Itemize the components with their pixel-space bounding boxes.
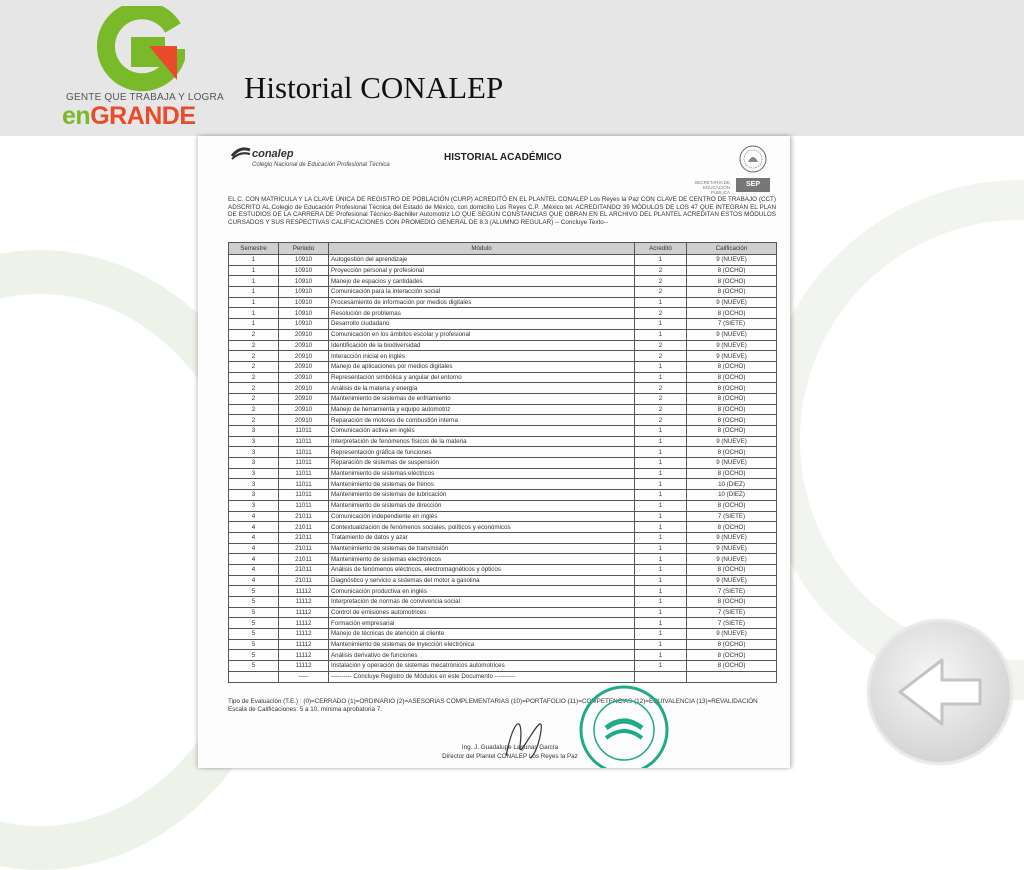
- cell-periodo: 10910: [279, 276, 329, 287]
- cell-acredito: 1: [635, 554, 687, 565]
- cell-modulo: Comunicación para la interacción social: [329, 287, 635, 298]
- table-row: [229, 511, 777, 522]
- cell-semestre: 5: [229, 661, 279, 672]
- cell-semestre: 2: [229, 415, 279, 426]
- cell-acredito: 1: [635, 329, 687, 340]
- cell-modulo: Autogestión del aprendizaje: [329, 255, 635, 266]
- table-row: [229, 340, 777, 351]
- document-title: HISTORIAL ACADÉMICO: [444, 152, 562, 163]
- cell-semestre: 1: [229, 297, 279, 308]
- cell-acredito: 1: [635, 436, 687, 447]
- table-header-row: [229, 243, 777, 255]
- column-header: Acreditó: [635, 243, 687, 255]
- cell-modulo: Análisis de la materia y energía: [329, 383, 635, 394]
- cell-calificacion: 9 (NUEVE): [687, 297, 777, 308]
- cell-periodo: 21011: [279, 575, 329, 586]
- cell-semestre: 3: [229, 426, 279, 437]
- cell-semestre: 3: [229, 436, 279, 447]
- cell-calificacion: 9 (NUEVE): [687, 554, 777, 565]
- cell-periodo: 11112: [279, 650, 329, 661]
- cell-acredito: 1: [635, 297, 687, 308]
- cell-periodo: 11011: [279, 436, 329, 447]
- cell-acredito: 1: [635, 426, 687, 437]
- cell-acredito: 1: [635, 372, 687, 383]
- org-subtitle: Colegio Nacional de Educación Profesional Técnica: [252, 162, 390, 168]
- cell-calificacion: 7 (SIETE): [687, 511, 777, 522]
- cell-modulo: Tratamiento de datos y azar: [329, 532, 635, 543]
- cell-periodo: 20910: [279, 361, 329, 372]
- cell-calificacion: 10 (DIEZ): [687, 479, 777, 490]
- column-header: Calificación: [687, 243, 777, 255]
- sep-caption: SECRETARÍA DE EDUCACIÓN PÚBLICA: [694, 180, 730, 195]
- cell-modulo: Comunicación independiente en inglés: [329, 511, 635, 522]
- table-row: [229, 426, 777, 437]
- table-row: [229, 436, 777, 447]
- cell-calificacion: 8 (OCHO): [687, 361, 777, 372]
- cell-acredito: 2: [635, 265, 687, 276]
- cell-acredito: 1: [635, 479, 687, 490]
- cell-periodo: 20910: [279, 393, 329, 404]
- cell-acredito: 1: [635, 607, 687, 618]
- cell-semestre: 2: [229, 361, 279, 372]
- cell-modulo: Análisis derivativo de funciones: [329, 650, 635, 661]
- table-row: [229, 597, 777, 608]
- cell-periodo: 20910: [279, 383, 329, 394]
- cell-calificacion: 8 (OCHO): [687, 639, 777, 650]
- logo-word-grande: GRANDE: [90, 102, 196, 130]
- cell-semestre: 5: [229, 597, 279, 608]
- cell-semestre: 5: [229, 629, 279, 640]
- cell-calificacion: 8 (OCHO): [687, 468, 777, 479]
- intro-paragraph: EL C. CON MATRICULA Y LA CLAVE ÚNICA DE REGISTRO DE POBLACIÓN (CURP) ACREDITÓ EN EL PLANTEL CONALEP Los Reyes la Paz CON CLAVE DE CENTRO DE TRABAJO (CCT) ADSCRITO AL Colegio de Educación Profesional Técnica del Estado de México, con domicilio Los Reyes C.P. ,México tel. ACREDITANDO 39 MÓDULOS DE LOS 47 QUE INTEGRAN EL PLAN DE ESTUDIOS DE LA CARRERA DE Profesional Técnico-Bachiller Automotriz LO QUE SEGÚN CONSTANCIAS QUE OBRAN EN EL ARCHIVO DEL PLANTEL ACREDITAN ESTOS MÓDULOS CURSADOS Y SUS RESPECTIVAS CALIFICACIONES CON PROMEDIO GENERAL DE 8.3 (ALUMNO REGULAR) -- Concluye Texto--: [228, 196, 776, 226]
- cell-periodo: 11112: [279, 586, 329, 597]
- table-row: [229, 661, 777, 672]
- cell-periodo: 20910: [279, 372, 329, 383]
- cell-acredito: 1: [635, 255, 687, 266]
- table-row: [229, 607, 777, 618]
- table-row: [229, 618, 777, 629]
- cell-periodo: 11112: [279, 661, 329, 672]
- table-row: [229, 447, 777, 458]
- cell-periodo: 10910: [279, 265, 329, 276]
- cell-periodo: 11011: [279, 479, 329, 490]
- cell-calificacion: 7 (SIETE): [687, 319, 777, 330]
- cell-acredito: 2: [635, 287, 687, 298]
- cell-modulo: Interpretación de fenómenos físicos de la materia: [329, 436, 635, 447]
- cell-acredito: 1: [635, 532, 687, 543]
- table-row: [229, 287, 777, 298]
- cell-modulo: Mantenimiento de sistemas de transmisión: [329, 543, 635, 554]
- cell-periodo: 21011: [279, 532, 329, 543]
- cell-modulo: Reparación de motores de combustión interna: [329, 415, 635, 426]
- cell-acredito: 2: [635, 276, 687, 287]
- cell-periodo: 11011: [279, 447, 329, 458]
- cell-modulo: Comunicación productiva en inglés: [329, 586, 635, 597]
- cell-semestre: 1: [229, 308, 279, 319]
- cell-acredito: 1: [635, 458, 687, 469]
- table-row: [229, 543, 777, 554]
- cell-acredito: 2: [635, 415, 687, 426]
- logo-word-en: en: [62, 102, 91, 130]
- cell-acredito: 1: [635, 361, 687, 372]
- cell-semestre: 1: [229, 287, 279, 298]
- cell-acredito: 1: [635, 618, 687, 629]
- cell-semestre: 1: [229, 319, 279, 330]
- cell-calificacion: 8 (OCHO): [687, 265, 777, 276]
- cell-semestre: 2: [229, 383, 279, 394]
- cell-periodo: 11112: [279, 639, 329, 650]
- cell-modulo: Formación empresarial: [329, 618, 635, 629]
- cell-semestre: 1: [229, 276, 279, 287]
- cell-calificacion: 9 (NUEVE): [687, 351, 777, 362]
- signatory-name: Ing. J. Guadalupe Lagunas García: [461, 744, 559, 751]
- cell-periodo: 10910: [279, 308, 329, 319]
- cell-calificacion: 9 (NUEVE): [687, 340, 777, 351]
- cell-periodo: 20910: [279, 415, 329, 426]
- table-row: [229, 404, 777, 415]
- cell-acredito: 2: [635, 404, 687, 415]
- cell-periodo: 11112: [279, 629, 329, 640]
- cell-acredito: 1: [635, 447, 687, 458]
- table-row: [229, 308, 777, 319]
- back-button[interactable]: [870, 622, 1010, 762]
- cell-calificacion: 8 (OCHO): [687, 564, 777, 575]
- cell-semestre: 3: [229, 447, 279, 458]
- cell-semestre: 3: [229, 468, 279, 479]
- cell-periodo: 20910: [279, 351, 329, 362]
- cell-semestre: 5: [229, 607, 279, 618]
- table-row: [229, 458, 777, 469]
- cell-modulo: Control de emisiones automotrices: [329, 607, 635, 618]
- cell-periodo: 11112: [279, 618, 329, 629]
- cell-semestre: 3: [229, 479, 279, 490]
- cell-semestre: 5: [229, 618, 279, 629]
- cell-periodo: 11011: [279, 458, 329, 469]
- cell-modulo: Resolución de problemas: [329, 308, 635, 319]
- table-row: [229, 650, 777, 661]
- cell-acredito: 1: [635, 661, 687, 672]
- cell-acredito: 1: [635, 650, 687, 661]
- cell-periodo: 20910: [279, 329, 329, 340]
- cell-calificacion: 7 (SIETE): [687, 586, 777, 597]
- slide-title: Historial CONALEP: [244, 70, 504, 105]
- cell-semestre: 5: [229, 586, 279, 597]
- cell-calificacion: 7 (SIETE): [687, 618, 777, 629]
- table-row: [229, 351, 777, 362]
- table-row: [229, 522, 777, 533]
- cell-acredito: 1: [635, 543, 687, 554]
- table-row: [229, 393, 777, 404]
- cell-acredito: [635, 671, 687, 682]
- cell-periodo: 11011: [279, 500, 329, 511]
- cell-modulo: Interpretación de normas de convivencia social: [329, 597, 635, 608]
- cell-periodo: 21011: [279, 564, 329, 575]
- cell-calificacion: 8 (OCHO): [687, 661, 777, 672]
- cell-modulo: Mantenimiento de sistemas de lubricación: [329, 490, 635, 501]
- cell-periodo: -----: [279, 671, 329, 682]
- cell-semestre: 4: [229, 522, 279, 533]
- table-row: [229, 586, 777, 597]
- cell-modulo: Mantenimiento de sistemas de inyección electrónica: [329, 639, 635, 650]
- cell-modulo: Procesamiento de información por medios digitales: [329, 297, 635, 308]
- cell-periodo: 20910: [279, 340, 329, 351]
- cell-semestre: 2: [229, 329, 279, 340]
- cell-acredito: 1: [635, 468, 687, 479]
- evaluation-legend: Tipo de Evaluación (T.E.) : (0)=CERRADO (1)=ORDINARIO (2)=ASESORIAS COMPLEMENTARIAS (10)=PORTAFOLIO (11)=COMPETENCIAS (12)=EQUIVALENCIA (13)=REVALIDACIÓN Escala de Calificaciones: 5 a 10, mínima aprobatoria 7.: [228, 698, 758, 713]
- cell-modulo: Manejo de aplicaciones por medios digitales: [329, 361, 635, 372]
- cell-modulo: Comunicación en los ámbitos escolar y profesional: [329, 329, 635, 340]
- cell-calificacion: 8 (OCHO): [687, 500, 777, 511]
- table-row: [229, 255, 777, 266]
- cell-semestre: 5: [229, 639, 279, 650]
- table-row: [229, 361, 777, 372]
- table-row: [229, 639, 777, 650]
- cell-semestre: 4: [229, 532, 279, 543]
- table-body: [229, 255, 777, 683]
- cell-semestre: 2: [229, 351, 279, 362]
- cell-calificacion: 10 (DIEZ): [687, 490, 777, 501]
- cell-semestre: 5: [229, 650, 279, 661]
- table-row: [229, 468, 777, 479]
- cell-semestre: 3: [229, 458, 279, 469]
- cell-periodo: 10910: [279, 287, 329, 298]
- cell-semestre: 4: [229, 575, 279, 586]
- cell-modulo: Representación simbólica y angular del entorno: [329, 372, 635, 383]
- cell-calificacion: 9 (NUEVE): [687, 436, 777, 447]
- cell-modulo: Manejo de técnicas de atención al cliente: [329, 629, 635, 640]
- cell-calificacion: 8 (OCHO): [687, 522, 777, 533]
- cell-periodo: 21011: [279, 511, 329, 522]
- arrow-left-icon: [870, 622, 1010, 762]
- engrande-logo: [60, 6, 224, 130]
- grades-table: [228, 242, 777, 683]
- table-row: [229, 479, 777, 490]
- cell-periodo: 20910: [279, 404, 329, 415]
- table-row: [229, 372, 777, 383]
- cell-semestre: 3: [229, 490, 279, 501]
- cell-calificacion: 7 (SIETE): [687, 607, 777, 618]
- cell-acredito: 1: [635, 639, 687, 650]
- cell-periodo: 21011: [279, 554, 329, 565]
- cell-semestre: 4: [229, 511, 279, 522]
- cell-calificacion: 8 (OCHO): [687, 372, 777, 383]
- table-row: [229, 554, 777, 565]
- column-header: Módulo: [329, 243, 635, 255]
- cell-calificacion: 8 (OCHO): [687, 287, 777, 298]
- column-header: Periodo: [279, 243, 329, 255]
- cell-periodo: 11011: [279, 426, 329, 437]
- cell-acredito: 2: [635, 383, 687, 394]
- g-logo-icon: [95, 6, 185, 96]
- cell-periodo: 10910: [279, 297, 329, 308]
- cell-semestre: 2: [229, 393, 279, 404]
- cell-periodo: 21011: [279, 543, 329, 554]
- cell-calificacion: 8 (OCHO): [687, 447, 777, 458]
- cell-modulo: Comunicación activa en inglés: [329, 426, 635, 437]
- org-name: conalep: [252, 148, 294, 160]
- cell-acredito: 1: [635, 575, 687, 586]
- cell-periodo: 11011: [279, 468, 329, 479]
- cell-semestre: 2: [229, 404, 279, 415]
- cell-modulo: Contextualización de fenómenos sociales, políticos y económicos: [329, 522, 635, 533]
- cell-modulo: Manejo de herramienta y equipo automotriz: [329, 404, 635, 415]
- cell-calificacion: 8 (OCHO): [687, 597, 777, 608]
- table-row: [229, 500, 777, 511]
- sep-badge: SEP: [736, 178, 770, 192]
- table-row: [229, 671, 777, 682]
- cell-calificacion: 8 (OCHO): [687, 308, 777, 319]
- cell-calificacion: 9 (NUEVE): [687, 329, 777, 340]
- cell-modulo: Desarrollo ciudadano: [329, 319, 635, 330]
- cell-semestre: 2: [229, 372, 279, 383]
- cell-calificacion: 9 (NUEVE): [687, 543, 777, 554]
- cell-semestre: 4: [229, 564, 279, 575]
- column-header: Semestre: [229, 243, 279, 255]
- table-row: [229, 265, 777, 276]
- table-row: [229, 297, 777, 308]
- cell-modulo: Mantenimiento de sistemas de dirección: [329, 500, 635, 511]
- table-row: [229, 532, 777, 543]
- official-stamp-icon: [578, 684, 670, 768]
- cell-modulo: Mantenimiento de sistemas de enfriamiento: [329, 393, 635, 404]
- cell-calificacion: 8 (OCHO): [687, 426, 777, 437]
- cell-periodo: 10910: [279, 319, 329, 330]
- cell-modulo: ---------- Concluye Registro de Módulos en este Documento ----------: [329, 671, 635, 682]
- cell-semestre: 3: [229, 500, 279, 511]
- cell-acredito: 1: [635, 500, 687, 511]
- table-row: [229, 415, 777, 426]
- cell-modulo: Mantenimiento de sistemas electrónicos: [329, 554, 635, 565]
- table-row: [229, 329, 777, 340]
- cell-acredito: 1: [635, 511, 687, 522]
- cell-calificacion: 8 (OCHO): [687, 383, 777, 394]
- cell-acredito: 1: [635, 319, 687, 330]
- cell-modulo: Reparación de sistemas de suspensión: [329, 458, 635, 469]
- cell-modulo: Diagnóstico y servicio a sistemas del motor a gasolina: [329, 575, 635, 586]
- cell-acredito: 1: [635, 564, 687, 575]
- cell-periodo: 11112: [279, 597, 329, 608]
- cell-calificacion: 9 (NUEVE): [687, 575, 777, 586]
- cell-calificacion: 8 (OCHO): [687, 415, 777, 426]
- cell-periodo: 10910: [279, 255, 329, 266]
- mexico-seal-icon: [738, 144, 768, 174]
- cell-calificacion: 9 (NUEVE): [687, 458, 777, 469]
- cell-modulo: Representación gráfica de funciones: [329, 447, 635, 458]
- cell-calificacion: 8 (OCHO): [687, 650, 777, 661]
- table-row: [229, 564, 777, 575]
- signatory-title: Director del Plantel CONALEP Los Reyes la Paz: [442, 753, 578, 760]
- cell-modulo: Interacción inicial en inglés: [329, 351, 635, 362]
- cell-acredito: 1: [635, 597, 687, 608]
- cell-acredito: 2: [635, 393, 687, 404]
- cell-semestre: 4: [229, 554, 279, 565]
- cell-semestre: 4: [229, 543, 279, 554]
- cell-modulo: Manejo de espacios y cantidades: [329, 276, 635, 287]
- cell-calificacion: 8 (OCHO): [687, 276, 777, 287]
- cell-acredito: 1: [635, 629, 687, 640]
- cell-modulo: Mantenimiento de sistemas eléctricos: [329, 468, 635, 479]
- logo-wordmark: [62, 102, 196, 131]
- table-row: [229, 276, 777, 287]
- cell-acredito: 1: [635, 490, 687, 501]
- cell-calificacion: [687, 671, 777, 682]
- cell-calificacion: 8 (OCHO): [687, 404, 777, 415]
- cell-calificacion: 9 (NUEVE): [687, 532, 777, 543]
- cell-periodo: 11112: [279, 607, 329, 618]
- scanned-document: [198, 136, 790, 768]
- cell-modulo: Mantenimiento de sistemas de frenos: [329, 479, 635, 490]
- cell-semestre: 1: [229, 265, 279, 276]
- cell-modulo: Análisis de fenómenos eléctricos, electromagnéticos y ópticos: [329, 564, 635, 575]
- cell-acredito: 1: [635, 522, 687, 533]
- table-row: [229, 319, 777, 330]
- cell-semestre: [229, 671, 279, 682]
- logo-tagline: GENTE QUE TRABAJA Y LOGRA: [66, 92, 224, 103]
- cell-acredito: 2: [635, 340, 687, 351]
- cell-semestre: 1: [229, 255, 279, 266]
- cell-modulo: Identificación de la biodiversidad: [329, 340, 635, 351]
- cell-acredito: 2: [635, 351, 687, 362]
- cell-periodo: 11011: [279, 490, 329, 501]
- cell-modulo: Proyección personal y profesional: [329, 265, 635, 276]
- cell-modulo: Instalación y operación de sistemas mecatrónicos automotrices: [329, 661, 635, 672]
- cell-periodo: 21011: [279, 522, 329, 533]
- cell-acredito: 1: [635, 586, 687, 597]
- cell-semestre: 2: [229, 340, 279, 351]
- table-row: [229, 575, 777, 586]
- table-row: [229, 490, 777, 501]
- cell-acredito: 2: [635, 308, 687, 319]
- cell-calificacion: 9 (NUEVE): [687, 255, 777, 266]
- conalep-logo-icon: [230, 146, 252, 160]
- cell-calificacion: 9 (NUEVE): [687, 629, 777, 640]
- cell-calificacion: 8 (OCHO): [687, 393, 777, 404]
- table-row: [229, 383, 777, 394]
- table-row: [229, 629, 777, 640]
